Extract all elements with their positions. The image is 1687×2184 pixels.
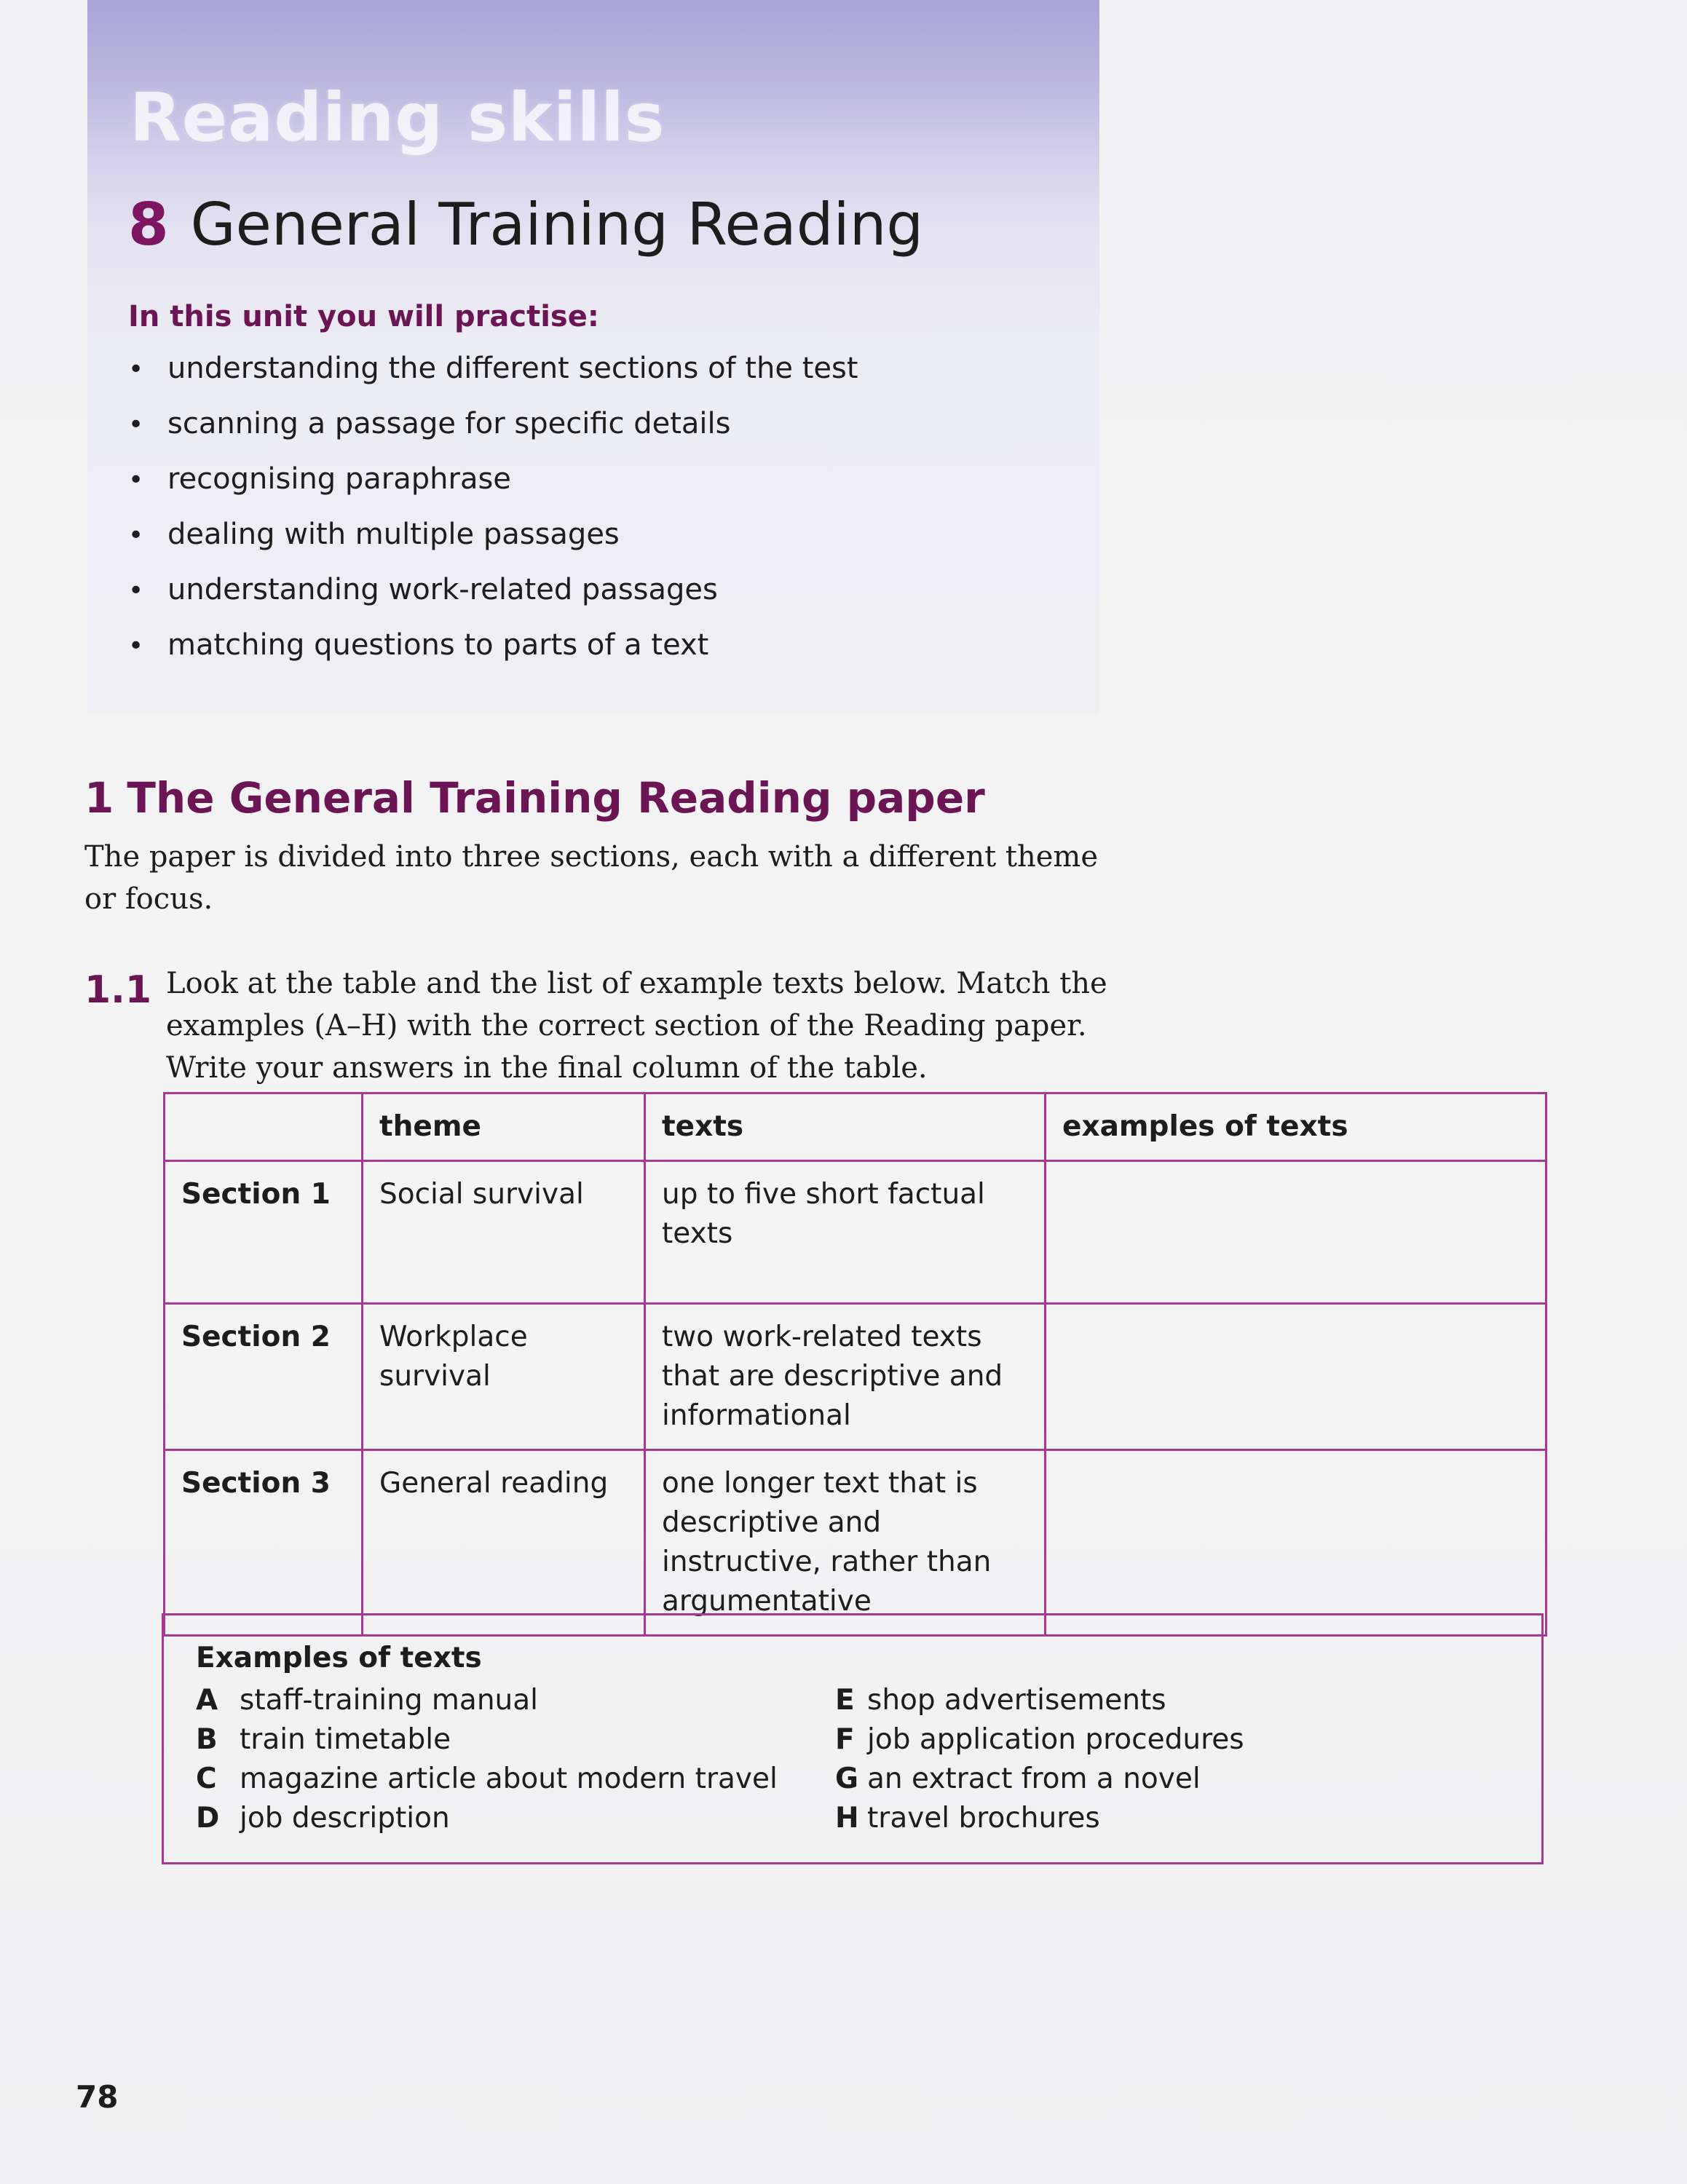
example-text: magazine article about modern travel bbox=[240, 1762, 778, 1795]
example-item bbox=[196, 1799, 778, 1838]
example-text: shop advertisements bbox=[867, 1684, 1166, 1717]
bullet-icon: • bbox=[128, 576, 144, 606]
example-item bbox=[835, 1720, 1244, 1760]
bullet-icon: • bbox=[128, 355, 144, 384]
practise-item: • recognising paraphrase bbox=[128, 457, 858, 513]
section-cell: Section 1 bbox=[165, 1161, 363, 1304]
bullet-icon: • bbox=[128, 465, 144, 495]
practise-heading: In this unit you will practise: bbox=[128, 300, 599, 333]
examples-list-right bbox=[835, 1681, 1244, 1838]
bullet-icon: • bbox=[128, 521, 144, 550]
answer-cell[interactable] bbox=[1046, 1161, 1546, 1304]
header-cell-theme: theme bbox=[363, 1093, 645, 1161]
texts-cell: two work-related texts that are descriptive and informational bbox=[645, 1304, 1046, 1450]
header-cell-blank bbox=[165, 1093, 363, 1161]
example-item bbox=[196, 1760, 778, 1799]
example-letter: D bbox=[196, 1802, 220, 1835]
bullet-icon: • bbox=[128, 410, 144, 440]
theme-cell: Social survival bbox=[363, 1161, 645, 1304]
section-number: 1 bbox=[84, 773, 114, 823]
example-item bbox=[196, 1681, 778, 1720]
section-intro: The paper is divided into three sections, each with a different theme or focus. bbox=[84, 840, 1099, 916]
texts-cell: one longer text that is descriptive and instructive, rather than argumentative bbox=[645, 1450, 1046, 1636]
table-row bbox=[165, 1450, 1546, 1636]
section-heading bbox=[84, 773, 985, 823]
example-item bbox=[835, 1681, 1244, 1720]
example-text: job description bbox=[240, 1802, 450, 1835]
example-item bbox=[196, 1720, 778, 1760]
theme-cell: General reading bbox=[363, 1450, 645, 1636]
practise-item: • scanning a passage for specific details bbox=[128, 402, 858, 457]
example-text: train timetable bbox=[240, 1723, 451, 1756]
section-title: The General Training Reading paper bbox=[127, 773, 985, 823]
section-cell: Section 3 bbox=[165, 1450, 363, 1636]
unit-number: 8 bbox=[128, 191, 169, 258]
example-letter: H bbox=[835, 1802, 859, 1835]
example-text: staff-training manual bbox=[240, 1684, 538, 1717]
unit-title-text: General Training Reading bbox=[190, 191, 924, 258]
header-cell-examples: examples of texts bbox=[1046, 1093, 1546, 1161]
task-instruction: Look at the table and the list of example texts below. Match the examples (A–H) with the correct section of the Reading paper. Write your answers in the final column of the table. bbox=[166, 967, 1107, 1085]
answer-cell[interactable] bbox=[1046, 1450, 1546, 1636]
table-row bbox=[165, 1161, 1546, 1304]
example-text: an extract from a novel bbox=[867, 1762, 1201, 1795]
example-letter: C bbox=[196, 1762, 217, 1795]
examples-box bbox=[162, 1613, 1544, 1864]
practise-item: • understanding work-related passages bbox=[128, 568, 858, 623]
unit-title bbox=[128, 191, 923, 258]
examples-title: Examples of texts bbox=[196, 1642, 482, 1674]
task-number: 1.1 bbox=[84, 968, 152, 1012]
reading-skills-banner: Reading skills bbox=[130, 79, 665, 157]
example-text: travel brochures bbox=[867, 1802, 1100, 1835]
answer-cell[interactable] bbox=[1046, 1304, 1546, 1450]
section-cell: Section 2 bbox=[165, 1304, 363, 1450]
theme-cell: Workplace survival bbox=[363, 1304, 645, 1450]
example-item bbox=[835, 1799, 1244, 1838]
practise-item: • understanding the different sections of the test bbox=[128, 347, 858, 402]
example-item bbox=[835, 1760, 1244, 1799]
table-header-row bbox=[165, 1093, 1546, 1161]
practise-item: • matching questions to parts of a text bbox=[128, 623, 858, 678]
texts-cell: up to five short factual texts bbox=[645, 1161, 1046, 1304]
example-letter: A bbox=[196, 1684, 218, 1717]
page-number: 78 bbox=[76, 2079, 119, 2115]
table-row bbox=[165, 1304, 1546, 1450]
header-cell-texts: texts bbox=[645, 1093, 1046, 1161]
example-letter: B bbox=[196, 1723, 218, 1756]
bullet-icon: • bbox=[128, 631, 144, 661]
example-letter: E bbox=[835, 1684, 855, 1717]
practise-item: • dealing with multiple passages bbox=[128, 513, 858, 568]
example-text: job application procedures bbox=[867, 1723, 1244, 1756]
sections-table bbox=[163, 1092, 1547, 1637]
examples-list-left bbox=[196, 1681, 778, 1838]
example-letter: F bbox=[835, 1723, 855, 1756]
example-letter: G bbox=[835, 1762, 859, 1795]
practise-list bbox=[128, 347, 858, 678]
